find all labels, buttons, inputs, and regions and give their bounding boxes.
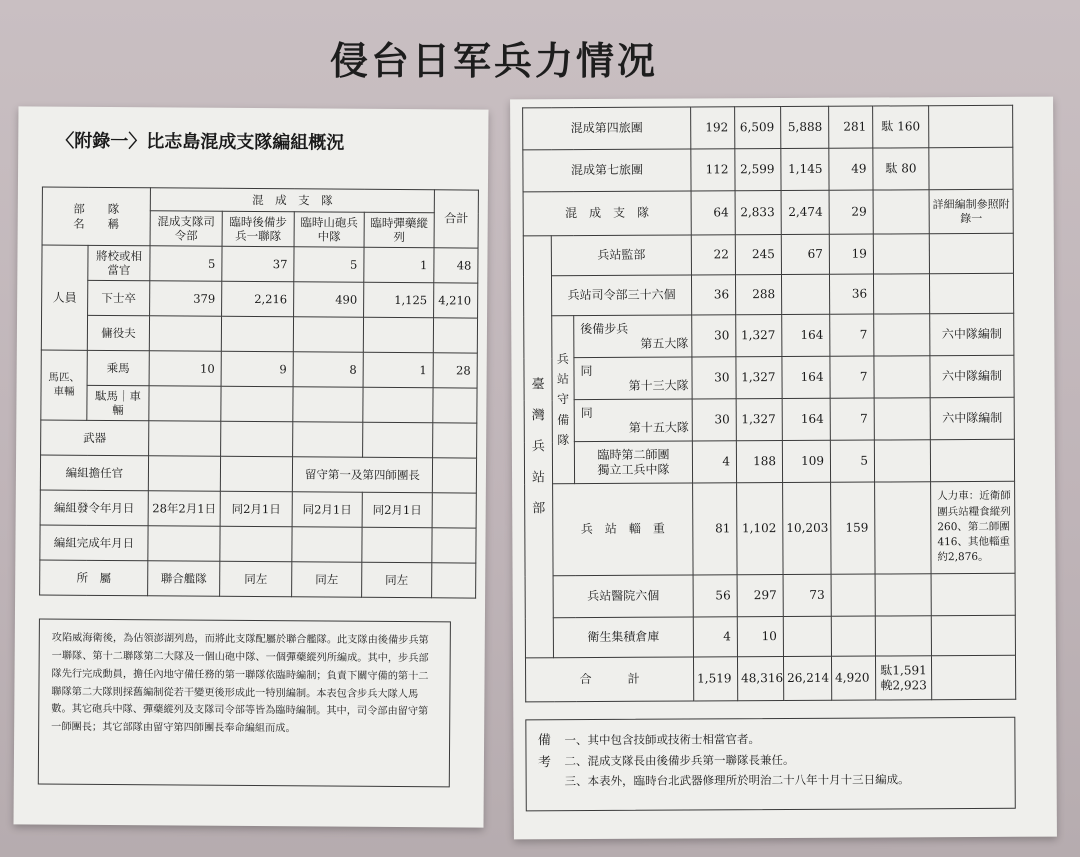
force-strength-table <box>522 105 1016 703</box>
cell <box>783 616 831 656</box>
cell: 同左 <box>220 561 292 597</box>
cell: 7 <box>830 398 874 440</box>
cell-total <box>433 388 477 423</box>
total-cell: 4,920 <box>832 656 876 700</box>
remarks-label: 備考 <box>537 733 552 771</box>
cell <box>220 456 292 492</box>
cell: 36 <box>830 274 874 314</box>
row-label: 乘馬 <box>87 350 149 385</box>
cell: 28年2月1日 <box>148 491 220 527</box>
remark-line: 二、混成支隊長由後備步兵第一聯隊長兼任。 <box>564 752 795 768</box>
appendix-heading: 〈附錄一〉比志島混成支隊編組概況 <box>56 130 345 154</box>
cell: 10 <box>737 617 783 657</box>
row-label: 兵 站 輜 重 <box>553 483 694 576</box>
remark: 詳細編制參照附錄一 <box>929 189 1013 233</box>
total-label: 合 計 <box>525 657 693 702</box>
cell: 駄 160 <box>873 106 929 148</box>
row-label: 混 成 支 隊 <box>523 191 691 236</box>
column-header: 臨時彈藥縱列 <box>364 212 434 247</box>
cell <box>874 274 930 314</box>
row-label: 編組完成年月日 <box>40 525 148 561</box>
cell: 22 <box>691 235 735 275</box>
cell: 379 <box>150 281 222 317</box>
cell: 5 <box>150 246 222 282</box>
cell-total <box>432 563 476 598</box>
cell: 7 <box>830 314 874 356</box>
personnel-label: 人員 <box>41 245 88 350</box>
detachment-organization-table <box>39 187 479 599</box>
right-document-panel <box>510 97 1057 840</box>
cell-total <box>432 493 476 528</box>
cell: 49 <box>829 148 873 190</box>
cell <box>292 527 362 562</box>
cell: 30 <box>692 357 736 399</box>
row-label: 同 第十五大隊 <box>574 399 692 442</box>
row-label: 下士卒 <box>88 280 150 315</box>
cell <box>874 398 930 440</box>
cell <box>148 456 220 492</box>
animals-label: 馬匹、車輛 <box>41 350 87 420</box>
cell: 同2月1日 <box>220 491 292 527</box>
cell: 8 <box>293 352 363 387</box>
cell: 4 <box>692 441 736 483</box>
cell-total: 4,210 <box>434 283 478 318</box>
corner-header: 部 隊 名 稱 <box>42 187 150 246</box>
cell <box>293 387 363 422</box>
remark: 六中隊編制 <box>930 355 1014 397</box>
remark <box>929 147 1013 189</box>
page-title: 侵台日军兵力情况 <box>330 39 659 83</box>
column-header: 臨時山砲兵中隊 <box>294 212 364 247</box>
remarks-box <box>525 717 1015 812</box>
remark <box>929 105 1013 147</box>
cell: 19 <box>829 234 873 274</box>
cell: 1,327 <box>736 357 782 399</box>
cell: 駄 80 <box>873 148 929 190</box>
cell: 112 <box>691 149 735 191</box>
row-label: 混成第七旅團 <box>523 149 691 192</box>
remark <box>932 655 1016 699</box>
cell <box>782 274 830 314</box>
cell-total <box>432 528 476 563</box>
cell <box>149 386 221 422</box>
row-label: 兵站監部 <box>551 235 691 276</box>
cell: 同2月1日 <box>292 492 362 527</box>
cell: 245 <box>735 235 781 275</box>
commander-value: 留守第一及第四師團長 <box>292 457 432 493</box>
cell: 2,474 <box>781 190 829 234</box>
cell: 1 <box>363 352 433 387</box>
total-header: 合計 <box>434 190 478 248</box>
cell <box>362 527 432 562</box>
row-label: 編組擔任官 <box>40 455 148 491</box>
cell: 1,327 <box>736 399 782 441</box>
cell <box>875 574 931 616</box>
cell: 1,125 <box>364 282 434 317</box>
cell <box>873 234 929 274</box>
cell: 9 <box>221 351 293 387</box>
cell: 188 <box>736 441 782 483</box>
cell <box>874 356 930 398</box>
cell: 4 <box>693 617 737 657</box>
cell <box>874 314 930 356</box>
cell: 81 <box>693 483 737 575</box>
cell: 73 <box>783 574 831 616</box>
guard-unit-label: 兵站守備隊 <box>552 316 575 484</box>
cell: 164 <box>782 314 830 356</box>
row-label: 同 第十三大隊 <box>574 357 692 400</box>
row-label: 將校或相當官 <box>88 245 150 280</box>
row-label: 兵站司令部三十六個 <box>551 275 691 316</box>
cell <box>363 422 433 457</box>
column-header: 混成支隊司令部 <box>150 211 222 247</box>
remark-line: 三、本表外，臨時台北武器修理所於明治二十八年十月十三日編成。 <box>564 772 910 789</box>
remark: 六中隊編制 <box>930 313 1014 355</box>
cell: 164 <box>782 356 830 398</box>
remarks-list <box>564 728 1006 792</box>
remark <box>929 233 1013 273</box>
cell: 1,102 <box>737 483 783 575</box>
remark-line: 一、其中包含技師或技術士相當官者。 <box>564 732 760 748</box>
cell: 2,216 <box>222 281 294 317</box>
cell: 30 <box>692 399 736 441</box>
cell: 192 <box>691 107 735 149</box>
cell: 5 <box>830 440 874 482</box>
total-cell: 48,316 <box>738 657 784 701</box>
cell: 490 <box>294 282 364 317</box>
cell <box>831 574 875 616</box>
remark <box>930 273 1014 313</box>
cell: 36 <box>692 275 736 315</box>
left-document-panel <box>13 106 488 827</box>
cell: 29 <box>829 190 873 234</box>
cell: 159 <box>831 482 875 574</box>
cell <box>149 421 221 457</box>
cell-total: 48 <box>434 248 478 283</box>
cell <box>293 317 363 352</box>
cell <box>148 526 220 562</box>
row-label: 武器 <box>41 420 149 456</box>
row-label: 混成第四旅團 <box>523 107 691 150</box>
cell-total <box>433 318 477 353</box>
cell: 281 <box>829 106 873 148</box>
note-paragraph: 攻陷威海衛後，為佔領澎湖列島，而將此支隊配屬於聯合艦隊。此支隊由後備步兵第一聯隊、第十二聯隊第二大隊及一個山砲中隊、一個彈藥縱列所編成。其中，步兵部隊先行完成動員，擔任內地守備任務的第一聯隊依臨時編制；負責下關守備的第十二聯隊第二大隊則採舊編制從若干變更後形成此一特別編制。本表包含步兵大隊人馬數。其它砲兵中隊、彈藥縱列及支隊司令部等皆為臨時編制。其中，司令部由留守第一師團長；其它部隊由留守第四師團長奉命編組而成。 <box>38 619 451 788</box>
cell: 10,203 <box>783 482 831 574</box>
total-cell: 26,214 <box>784 656 832 700</box>
cell: 56 <box>693 575 737 617</box>
cell <box>221 386 293 422</box>
cell <box>831 616 875 656</box>
taiwan-depot-label: 臺灣兵站部 <box>523 236 553 658</box>
cell <box>221 421 293 457</box>
cell <box>220 526 292 562</box>
row-label: 所 屬 <box>40 560 148 596</box>
cell: 288 <box>736 275 782 315</box>
cell: 1,327 <box>736 315 782 357</box>
cell <box>874 440 930 482</box>
row-label: 駄馬｜車輛 <box>87 385 149 420</box>
row-label: 後備步兵 第五大隊 <box>574 315 692 358</box>
total-horses: 駄1,591 輓2,923 <box>876 656 932 700</box>
cell: 10 <box>149 351 221 387</box>
row-label: 兵站醫院六個 <box>553 575 693 618</box>
cell <box>293 422 363 457</box>
cell: 7 <box>830 356 874 398</box>
cell: 5,888 <box>781 106 829 148</box>
remark: 六中隊編制 <box>930 397 1014 439</box>
cell <box>363 387 433 422</box>
total-cell: 1,519 <box>694 657 738 701</box>
cell <box>363 317 433 352</box>
cell: 30 <box>692 315 736 357</box>
remark: 人力車：近衛師團兵站糧食縱列260、第二師團416、其他輜重約2,876。 <box>931 481 1015 573</box>
row-label: 編組發令年月日 <box>40 490 148 526</box>
cell: 同左 <box>292 562 362 597</box>
group-header: 混 成 支 隊 <box>150 188 434 213</box>
remark <box>931 573 1015 615</box>
remark <box>931 615 1015 655</box>
cell: 164 <box>782 398 830 440</box>
cell: 297 <box>737 575 783 617</box>
cell <box>221 316 293 352</box>
cell: 2,833 <box>735 191 781 235</box>
cell: 37 <box>222 246 294 282</box>
cell: 2,599 <box>735 149 781 191</box>
cell <box>149 316 221 352</box>
cell: 109 <box>782 440 830 482</box>
row-label: 衛生集積倉庫 <box>553 617 693 658</box>
cell <box>873 190 929 234</box>
row-label: 臨時第二師團 獨立工兵中隊 <box>574 441 692 484</box>
cell: 6,509 <box>735 107 781 149</box>
cell: 64 <box>691 191 735 235</box>
cell: 同2月1日 <box>362 492 432 527</box>
cell <box>875 616 931 656</box>
row-label: 傭役夫 <box>87 315 149 350</box>
column-header: 臨時後備步兵一聯隊 <box>222 211 294 247</box>
remark <box>930 439 1014 481</box>
cell-total <box>433 423 477 458</box>
cell: 1 <box>364 247 434 282</box>
cell-total <box>432 458 476 493</box>
cell: 67 <box>781 234 829 274</box>
cell: 聯合艦隊 <box>148 561 220 597</box>
cell: 1,145 <box>781 148 829 190</box>
cell: 同左 <box>362 562 432 597</box>
cell: 5 <box>294 247 364 282</box>
cell <box>875 482 931 574</box>
cell-total: 28 <box>433 353 477 388</box>
